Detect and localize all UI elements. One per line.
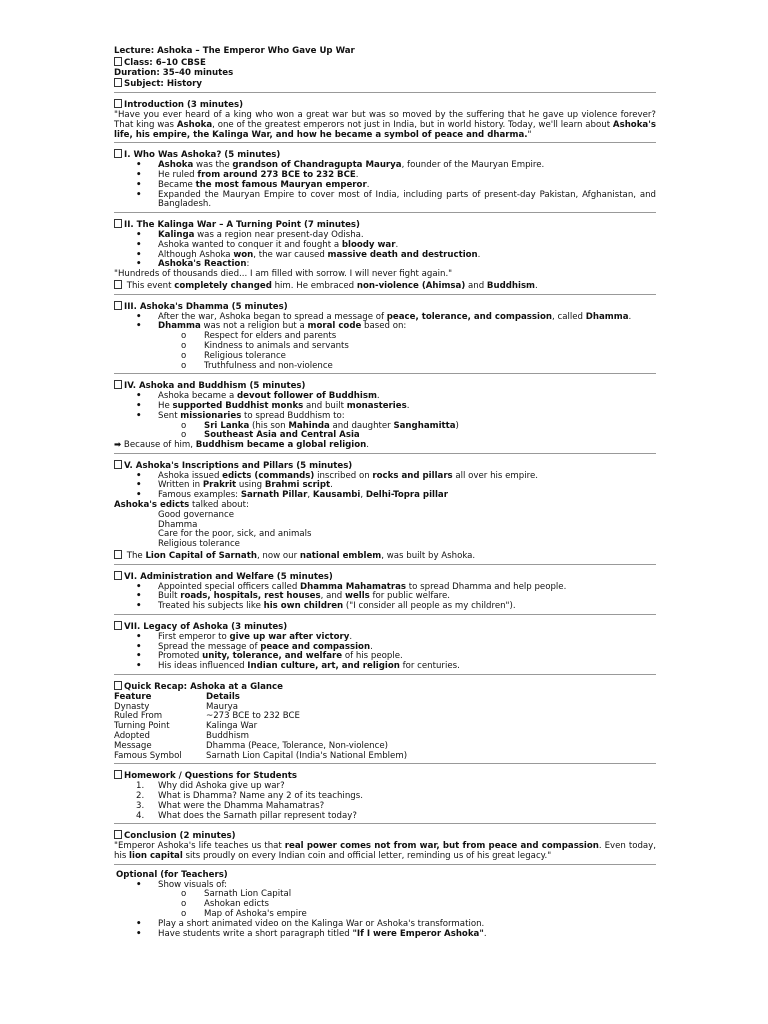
list-item: Dhamma xyxy=(158,519,198,530)
list-item: • Famous examples: Sarnath Pillar, Kausambi, Delhi-Topra pillar xyxy=(114,491,656,501)
column-header: Feature xyxy=(114,691,152,702)
checkbox-glyph-icon xyxy=(114,78,122,87)
intro-section xyxy=(114,99,656,143)
list-item: • Expanded the Mauryan Empire to cover most of India, including parts of present-day Pakistan, Afghanistan, and Bangladesh. xyxy=(114,191,656,211)
bullet-list xyxy=(114,161,656,210)
header-section xyxy=(114,47,656,93)
table-cell: Buddhism xyxy=(206,731,249,742)
checkbox-glyph-icon xyxy=(114,571,122,580)
list-item: 4. What does the Sarnath pillar represent today? xyxy=(136,810,357,821)
checkbox-glyph-icon xyxy=(114,280,122,289)
table-cell: Dynasty xyxy=(114,701,150,712)
section-buddhism xyxy=(114,380,656,454)
edicts-intro: Ashoka's edicts talked about: xyxy=(114,500,249,511)
section-who-was-ashoka xyxy=(114,149,656,213)
list-item: • Have students write a short paragraph titled "If I were Emperor Ashoka". xyxy=(114,930,656,940)
list-item: 2. What is Dhamma? Name any 2 of its teachings. xyxy=(136,791,363,801)
section-inscriptions xyxy=(114,460,656,565)
table-cell: Turning Point xyxy=(114,721,170,732)
table-cell: ~273 BCE to 232 BCE xyxy=(206,711,300,722)
list-item: • Ashoka wanted to conquer it and fought a bloody war. xyxy=(114,241,656,251)
list-item: • Treated his subjects like his own children ("I consider all people as my children"). xyxy=(114,602,656,612)
section-dhamma xyxy=(114,301,656,375)
bullet-list xyxy=(114,633,656,672)
section-conclusion xyxy=(114,830,656,864)
list-item: • First emperor to give up war after victory. xyxy=(114,633,656,643)
intro-paragraph: "Have you ever heard of a king who won a great war but was so moved by the suffering that he gave up violence forever? That king was Ashoka, one of the greatest emperors not just in India, but in world history. Today, we'll learn about Ashoka's life, his empire, the Kalinga War, and how he became a symbol of peace and dharma." xyxy=(114,109,656,140)
section-recap xyxy=(114,681,656,764)
recap-table xyxy=(114,693,407,762)
table-cell: Dhamma (Peace, Tolerance, Non-violence) xyxy=(206,740,388,751)
sub-list xyxy=(114,332,656,371)
section-administration xyxy=(114,571,656,615)
list-item: • Ashoka was the grandson of Chandragupta Maurya, founder of the Mauryan Empire. xyxy=(114,161,656,171)
document-body xyxy=(114,47,656,947)
sub-list-item: o Truthfulness and non-violence xyxy=(114,362,656,372)
sub-list-item: o Sri Lanka (his son Mahinda and daughter Sanghamitta) xyxy=(114,422,656,432)
section-title: II. The Kalinga War – A Turning Point (7 minutes) xyxy=(114,219,656,231)
bullet-list xyxy=(114,583,656,612)
column-header: Details xyxy=(206,691,240,702)
list-item: 3. What were the Dhamma Mahamatras? xyxy=(136,800,325,811)
ashoka-quote: "Hundreds of thousands died... I am filled with sorrow. I will never fight again." xyxy=(114,269,453,280)
edicts-list xyxy=(114,511,656,550)
section-title: Optional (for Teachers) xyxy=(116,869,228,880)
section-title: Quick Recap: Ashoka at a Glance xyxy=(114,681,656,693)
bullet-list xyxy=(114,920,656,940)
checkbox-glyph-icon xyxy=(114,149,122,158)
bullet-list xyxy=(114,231,656,270)
list-item: • Ashoka's Reaction: xyxy=(114,260,656,270)
section-title: IV. Ashoka and Buddhism (5 minutes) xyxy=(114,380,656,392)
sub-list-item: o Kindness to animals and servants xyxy=(114,342,656,352)
table-row xyxy=(114,722,407,732)
subject-line: Subject: History xyxy=(114,78,656,90)
list-item: • Ashoka issued edicts (commands) inscribed on rocks and pillars all over his empire. xyxy=(114,472,656,482)
table-row xyxy=(114,752,407,762)
table-cell: Famous Symbol xyxy=(114,750,182,761)
list-item: • Appointed special officers called Dhamma Mahamatras to spread Dhamma and help people. xyxy=(114,583,656,593)
checkbox-glyph-icon xyxy=(114,380,122,389)
bullet-list xyxy=(114,881,656,891)
section-title: V. Ashoka's Inscriptions and Pillars (5 minutes) xyxy=(114,460,656,472)
lecture-title: Lecture: Ashoka – The Emperor Who Gave Up War xyxy=(114,46,355,56)
table-cell: Maurya xyxy=(206,701,239,712)
list-item: • Sent missionaries to spread Buddhism to: xyxy=(114,412,656,422)
section-title: III. Ashoka's Dhamma (5 minutes) xyxy=(114,301,656,313)
checkbox-glyph-icon xyxy=(114,57,122,66)
list-item: • He supported Buddhist monks and built monasteries. xyxy=(114,402,656,412)
section-kalinga-war xyxy=(114,219,656,295)
sub-list xyxy=(114,890,656,919)
section-legacy xyxy=(114,621,656,675)
sub-list-item: o Southeast Asia and Central Asia xyxy=(114,431,656,441)
table-cell: Ruled From xyxy=(114,711,163,722)
sub-list-item: o Sarnath Lion Capital xyxy=(114,890,656,900)
section-homework xyxy=(114,770,656,824)
list-item: Religious tolerance xyxy=(158,539,240,550)
section-title: Conclusion (2 minutes) xyxy=(114,830,656,842)
section-title: Homework / Questions for Students xyxy=(114,770,656,782)
bullet-list xyxy=(114,472,656,501)
list-item: • Although Ashoka won, the war caused massive death and destruction. xyxy=(114,251,656,261)
table-header-row xyxy=(114,693,407,703)
checkbox-glyph-icon xyxy=(114,550,122,559)
sub-list-item: o Ashokan edicts xyxy=(114,900,656,910)
section-title: VI. Administration and Welfare (5 minutes) xyxy=(114,571,656,583)
section-optional xyxy=(114,871,656,942)
checkbox-glyph-icon xyxy=(114,830,122,839)
section-title: I. Who Was Ashoka? (5 minutes) xyxy=(114,149,656,161)
checkbox-glyph-icon xyxy=(114,460,122,469)
list-item: • Ashoka became a devout follower of Buddhism. xyxy=(114,392,656,402)
list-item: Care for the poor, sick, and animals xyxy=(158,529,312,540)
checkbox-glyph-icon xyxy=(114,219,122,228)
list-item: • Written in Prakrit using Brahmi script. xyxy=(114,481,656,491)
table-cell: Adopted xyxy=(114,731,151,742)
checkbox-glyph-icon xyxy=(114,770,122,779)
sub-list-item: o Respect for elders and parents xyxy=(114,332,656,342)
duration-line: Duration: 35–40 minutes xyxy=(114,67,234,78)
list-item: • He ruled from around 273 BCE to 232 BCE. xyxy=(114,171,656,181)
list-item: • Play a short animated video on the Kalinga War or Ashoka's transformation. xyxy=(114,920,656,930)
buddhism-result: ➡ Because of him, Buddhism became a global religion. xyxy=(114,440,369,451)
list-item: • After the war, Ashoka began to spread a message of peace, tolerance, and compassion, called Dhamma. xyxy=(114,313,656,323)
sub-list-item: o Map of Ashoka's empire xyxy=(114,910,656,920)
list-item: • Spread the message of peace and compassion. xyxy=(114,643,656,653)
kalinga-conclusion: This event completely changed him. He embraced non-violence (Ahimsa) and Buddhism. xyxy=(114,280,656,292)
list-item: • Show visuals of: xyxy=(114,881,656,891)
section-title: Introduction (3 minutes) xyxy=(114,99,656,111)
class-line: Class: 6–10 CBSE xyxy=(114,57,656,69)
bullet-list xyxy=(114,392,656,421)
lion-capital-note: The Lion Capital of Sarnath, now our national emblem, was built by Ashoka. xyxy=(114,550,656,562)
table-cell: Kalinga War xyxy=(206,721,258,732)
table-cell: Sarnath Lion Capital (India's National Emblem) xyxy=(206,750,408,761)
list-item: • Promoted unity, tolerance, and welfare of his people. xyxy=(114,652,656,662)
conclusion-paragraph: "Emperor Ashoka's life teaches us that real power comes not from war, but from peace and compassion. Even today, his lion capital sits proudly on every Indian coin and official letter, reminding us of his great legacy." xyxy=(114,841,656,861)
table-cell: Message xyxy=(114,740,152,751)
numbered-list xyxy=(114,782,656,821)
list-item: 1. Why did Ashoka give up war? xyxy=(136,781,285,792)
sub-list-item: o Religious tolerance xyxy=(114,352,656,362)
bullet-list xyxy=(114,313,656,333)
checkbox-glyph-icon xyxy=(114,621,122,630)
checkbox-glyph-icon xyxy=(114,681,122,690)
checkbox-glyph-icon xyxy=(114,301,122,310)
list-item: • Dhamma was not a religion but a moral code based on: xyxy=(114,322,656,332)
sub-list xyxy=(114,422,656,442)
section-title: VII. Legacy of Ashoka (3 minutes) xyxy=(114,621,656,633)
list-item: • Kalinga was a region near present-day Odisha. xyxy=(114,231,656,241)
list-item: • His ideas influenced Indian culture, art, and religion for centuries. xyxy=(114,662,656,672)
list-item: Good governance xyxy=(158,509,235,520)
list-item: • Became the most famous Mauryan emperor. xyxy=(114,181,656,191)
arrow-right-icon: ➡ xyxy=(114,440,122,451)
list-item: • Built roads, hospitals, rest houses, and wells for public welfare. xyxy=(114,592,656,602)
checkbox-glyph-icon xyxy=(114,99,122,108)
